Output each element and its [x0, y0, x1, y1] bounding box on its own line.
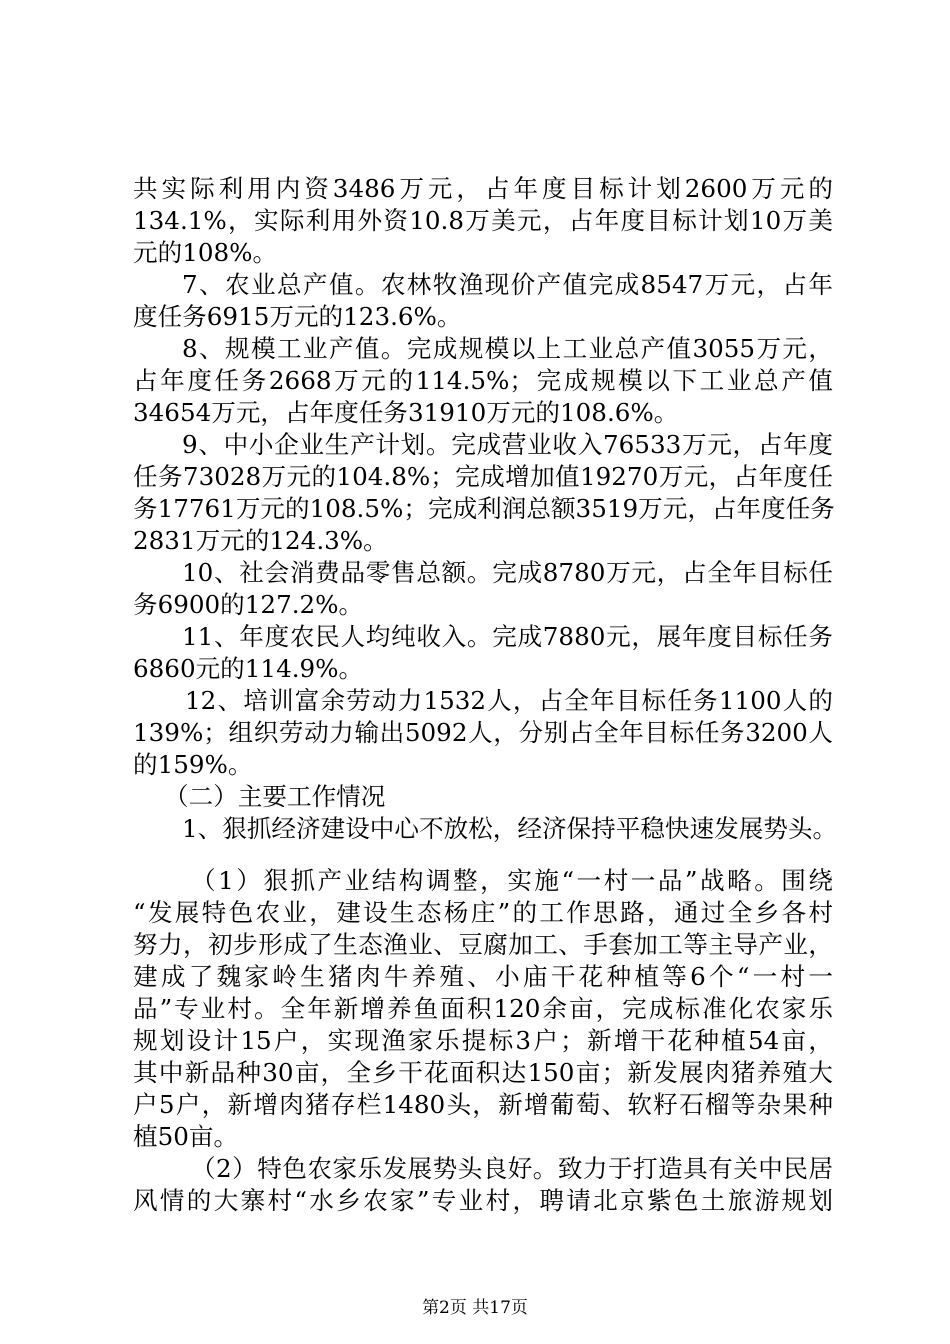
text-line: 6860元的114.9%。	[133, 654, 364, 683]
text-line: 风情的大寨村“水乡农家”专业村，聘请北京紫色土旅游规划	[133, 1186, 833, 1215]
text-line: 2831万元的124.3%。	[133, 526, 388, 555]
text-line: 植50亩。	[133, 1122, 239, 1151]
text-line: 努力，初步形成了生态渔业、豆腐加工、手套加工等主导产业，	[133, 930, 833, 959]
text-line: 建成了魏家岭生猪肉牛养殖、小庙干花种植等6个“一村一	[133, 962, 833, 991]
document-body	[133, 173, 838, 1217]
paragraph-12-heading: 12、培训富余劳动力1532人，占全年目标任务1100人的	[185, 686, 833, 715]
text-line: 户5户，新增肉猪存栏1480头，新增葡萄、软籽石榴等杂果种	[133, 1090, 833, 1119]
text-line: 务6900的127.2%。	[133, 590, 364, 619]
text-line: 134.1%，实际利用外资10.8万美元，占年度目标计划10万美	[133, 206, 833, 235]
page-footer: 第2页 共17页	[422, 1298, 528, 1318]
text-line: 规划设计15户，实现渔家乐提标3户；新增干花种植54亩，	[133, 1026, 833, 1055]
paragraph-9-heading: 9、中小企业生产计划。完成营业收入76533万元，占年度	[182, 430, 833, 459]
text-line: 139%；组织劳动力输出5092人，分别占全年目标任务3200人	[133, 718, 833, 747]
text-line: “发展特色农业，建设生态杨庄”的工作思路，通过全乡各村	[133, 898, 833, 927]
text-line: 的159%。	[133, 750, 253, 779]
text-line: 度任务6915万元的123.6%。	[133, 302, 462, 331]
item-1-heading: （1）狠抓产业结构调整，实施“一村一品”战略。围绕	[191, 866, 833, 895]
text-line: 元的108%。	[133, 238, 278, 267]
paragraph-10-heading: 10、社会消费品零售总额。完成8780万元，占全年目标任	[182, 558, 833, 587]
section-heading: （二）主要工作情况	[164, 782, 386, 811]
text-line: 任务73028万元的104.8%；完成增加值19270万元，占年度任	[133, 462, 833, 491]
text-line: 品”专业村。全年新增养鱼面积120余亩，完成标准化农家乐	[133, 994, 833, 1023]
paragraph-11-heading: 11、年度农民人均纯收入。完成7880元，展年度目标任务	[182, 622, 833, 651]
paragraph-7-heading: 7、农业总产值。农林牧渔现价产值完成8547万元，占年	[182, 270, 833, 299]
text-line: 占年度任务2668万元的114.5%；完成规模以下工业总产值	[133, 366, 833, 395]
paragraph-8-heading: 8、规模工业产值。完成规模以上工业总产值3055万元，	[182, 334, 833, 363]
text-line: 其中新品种30亩，全乡干花面积达150亩；新发展肉猪养殖大	[133, 1058, 833, 1087]
text-line: 务17761万元的108.5%；完成利润总额3519万元，占年度任务	[133, 494, 835, 523]
text-line: 共实际利用内资3486万元，占年度目标计划2600万元的	[133, 174, 833, 203]
subsection-heading: 1、狠抓经济建设中心不放松，经济保持平稳快速发展势头。	[182, 814, 838, 843]
text-line: 34654万元，占年度任务31910万元的108.6%。	[133, 398, 679, 427]
item-2-heading: （2）特色农家乐发展势头良好。致力于打造具有关中民居	[191, 1154, 833, 1183]
